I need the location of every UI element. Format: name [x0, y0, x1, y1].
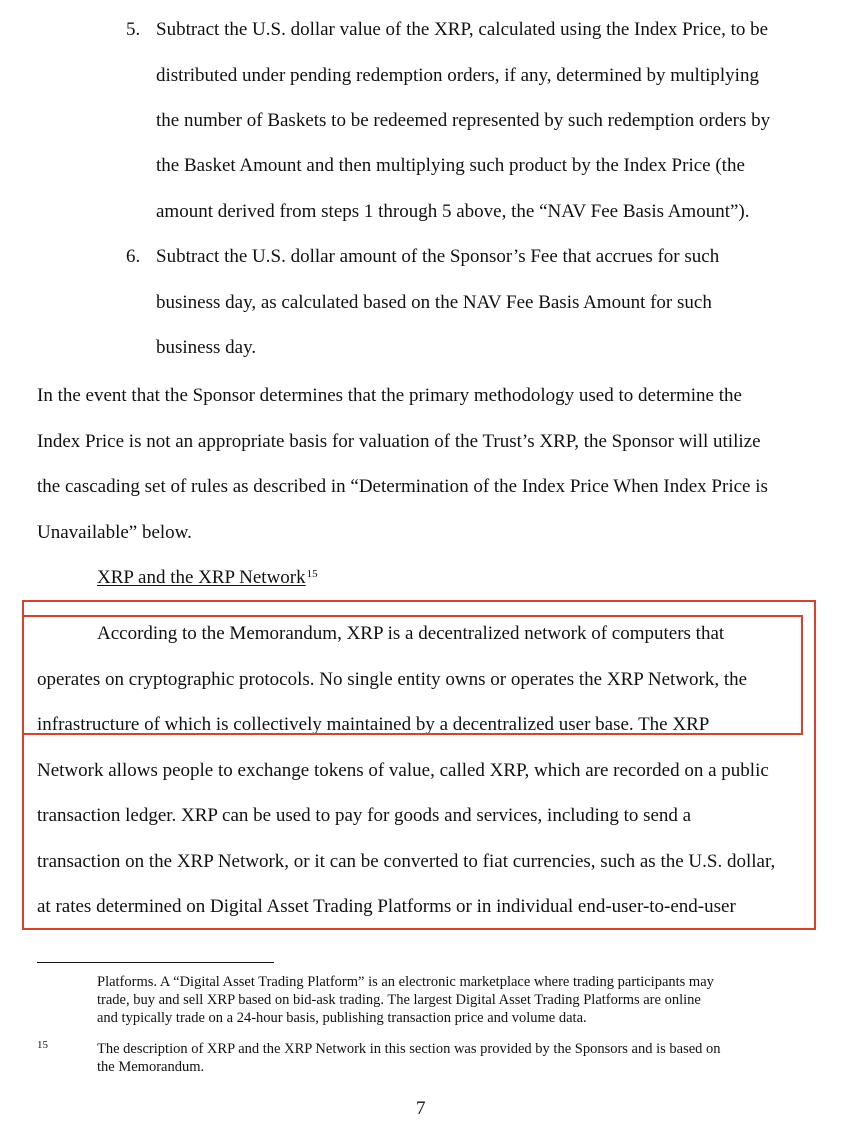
footnote-line: the Memorandum. — [97, 1059, 205, 1075]
footnote-line: Platforms. A “Digital Asset Trading Platform” is an electronic marketplace where trading participants may — [97, 974, 714, 990]
paragraph-line: In the event that the Sponsor determines that the primary methodology used to determine the — [37, 385, 742, 406]
list-item-line: distributed under pending redemption orders, if any, determined by multiplying — [156, 65, 759, 86]
footnote-line: and typically trade on a 24-hour basis, publishing transaction price and volume data. — [97, 1010, 587, 1026]
footnote-number: 15 — [37, 1039, 48, 1051]
paragraph-line: transaction ledger. XRP can be used to pay for goods and services, including to send a — [37, 805, 692, 826]
list-number: 6. — [126, 246, 141, 267]
paragraph-line: infrastructure of which is collectively maintained by a decentralized user base. The XRP — [37, 714, 710, 735]
footnote-ref: 15 — [306, 568, 318, 580]
section-heading-text: XRP and the XRP Network — [97, 567, 306, 588]
footnote-line: The description of XRP and the XRP Network in this section was provided by the Sponsors and is based on — [97, 1041, 721, 1057]
list-item-line: the number of Baskets to be redeemed represented by such redemption orders by — [156, 110, 771, 131]
list-number: 5. — [126, 19, 141, 40]
page-number: 7 — [416, 1098, 426, 1119]
list-item-line: business day, as calculated based on the NAV Fee Basis Amount for such — [156, 292, 712, 313]
list-item-line: Subtract the U.S. dollar value of the XRP, calculated using the Index Price, to be — [156, 19, 769, 40]
list-item-line: business day. — [156, 337, 257, 358]
paragraph-line: According to the Memorandum, XRP is a decentralized network of computers that — [97, 623, 725, 644]
paragraph-line: Network allows people to exchange tokens of value, called XRP, which are recorded on a public — [37, 760, 769, 781]
list-item-line: the Basket Amount and then multiplying such product by the Index Price (the — [156, 155, 745, 176]
footnote-line: trade, buy and sell XRP based on bid-ask trading. The largest Digital Asset Trading Platforms are online — [97, 992, 701, 1008]
list-item-line: Subtract the U.S. dollar amount of the Sponsor’s Fee that accrues for such — [156, 246, 720, 267]
paragraph-line: at rates determined on Digital Asset Trading Platforms or in individual end-user-to-end-user — [37, 896, 736, 917]
paragraph-line: transaction on the XRP Network, or it can be converted to fiat currencies, such as the U.S. dollar, — [37, 851, 776, 872]
paragraph-line: Unavailable” below. — [37, 522, 192, 543]
section-heading — [97, 567, 318, 589]
list-item-line: amount derived from steps 1 through 5 above, the “NAV Fee Basis Amount”). — [156, 201, 750, 222]
paragraph-line: the cascading set of rules as described in “Determination of the Index Price When Index Price is — [37, 476, 768, 497]
paragraph-line: operates on cryptographic protocols. No single entity owns or operates the XRP Network, the — [37, 669, 748, 690]
paragraph-line: Index Price is not an appropriate basis for valuation of the Trust’s XRP, the Sponsor will utilize — [37, 431, 761, 452]
footnote-separator — [37, 962, 274, 963]
